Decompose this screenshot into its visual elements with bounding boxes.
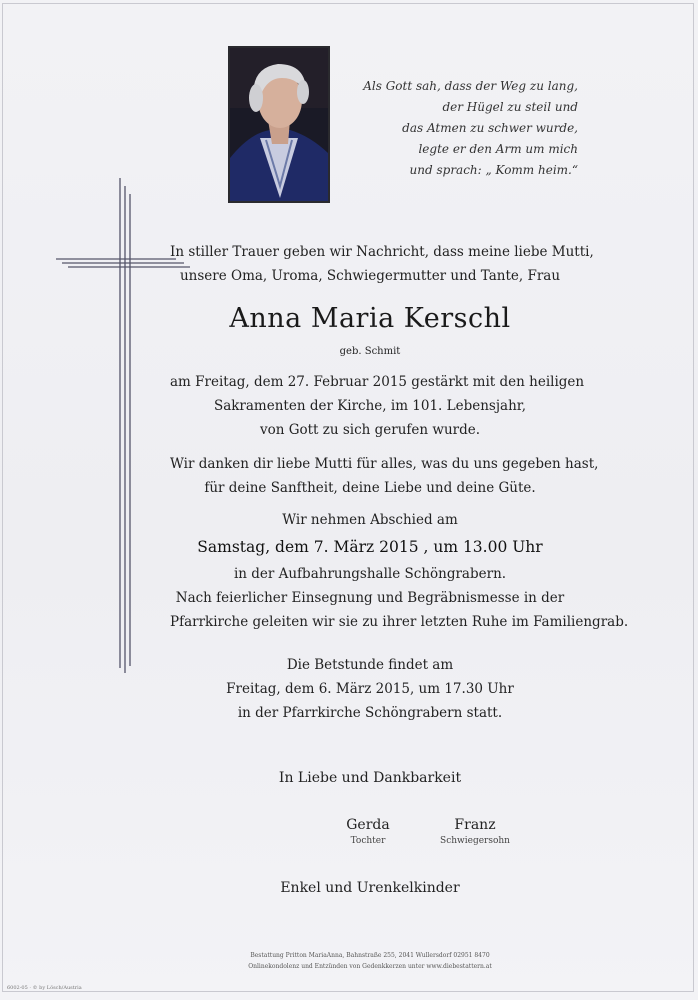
farewell-text [170,508,629,634]
mourner-franz [435,817,515,846]
poem [278,76,578,181]
deceased-name: Anna Maria Kerschl [229,303,511,334]
prayer-line: Die Betstunde findet am [286,657,454,673]
footer-line: Bestattung Pritton MariaAnna, Bahnstraße 255, 2041 Wullersdorf 02951 8470 [250,952,490,959]
poem-line: legte er den Arm um mich [418,142,578,156]
poem-line: der Hügel zu steil und [442,100,578,114]
mourner-role: Schwiegersohn [440,836,510,846]
grandchildren-text [170,876,570,900]
death-notice [170,370,585,442]
mourner-name: Gerda [346,817,390,833]
grandchildren-line: Enkel und Urenkelkinder [280,880,460,896]
prayer-line: in der Pfarrkirche Schöngrabern statt. [237,705,503,721]
farewell-intro: Wir nehmen Abschied am [282,512,458,528]
farewell-line: in der Aufbahrungshalle Schöngrabern. [233,566,507,582]
footer-line: Onlinekondolenz und Entzünden von Gedenkkerzen unter www.diebestattern.at [248,963,492,970]
poem-line: und sprach: „ Komm heim.“ [409,163,578,177]
corner-code: 6002-05 · © by Lösch/Austria [7,985,82,991]
mourner-gerda [340,817,396,846]
mourner-role: Tochter [350,836,386,846]
farewell-line: Pfarrkirche geleiten wir sie zu ihrer letzten Ruhe im Familiengrab. [170,614,629,630]
maiden-name: geb. Schmit [339,346,401,357]
prayer-text [170,653,570,725]
funeral-date: Samstag, dem 7. März 2015 , um 13.00 Uhr [197,538,543,556]
death-line: am Freitag, dem 27. Februar 2015 gestärkt mit den heiligen [170,374,585,390]
prayer-line: Freitag, dem 6. März 2015, um 17.30 Uhr [226,681,514,697]
intro-line: unsere Oma, Uroma, Schwiegermutter und Tante, Frau [179,268,561,284]
death-line: Sakramenten der Kirche, im 101. Lebensjahr, [213,398,527,414]
mourner-name: Franz [454,817,496,833]
poem-line: Als Gott sah, dass der Weg zu lang, [363,79,578,93]
intro-text [170,240,594,288]
intro-line: In stiller Trauer geben wir Nachricht, dass meine liebe Mutti, [170,244,594,260]
thanks-text [170,452,599,500]
closing-line: In Liebe und Dankbarkeit [278,770,462,786]
closing-text [170,766,570,790]
thanks-line: Wir danken dir liebe Mutti für alles, was du uns gegeben hast, [170,456,599,472]
thanks-line: für deine Sanftheit, deine Liebe und deine Güte. [204,480,536,496]
death-line: von Gott zu sich gerufen wurde. [259,422,481,438]
farewell-line: Nach feierlicher Einsegnung und Begräbnismesse in der [175,590,565,606]
undertaker-footer [200,950,540,972]
poem-line: das Atmen zu schwer wurde, [402,121,578,135]
